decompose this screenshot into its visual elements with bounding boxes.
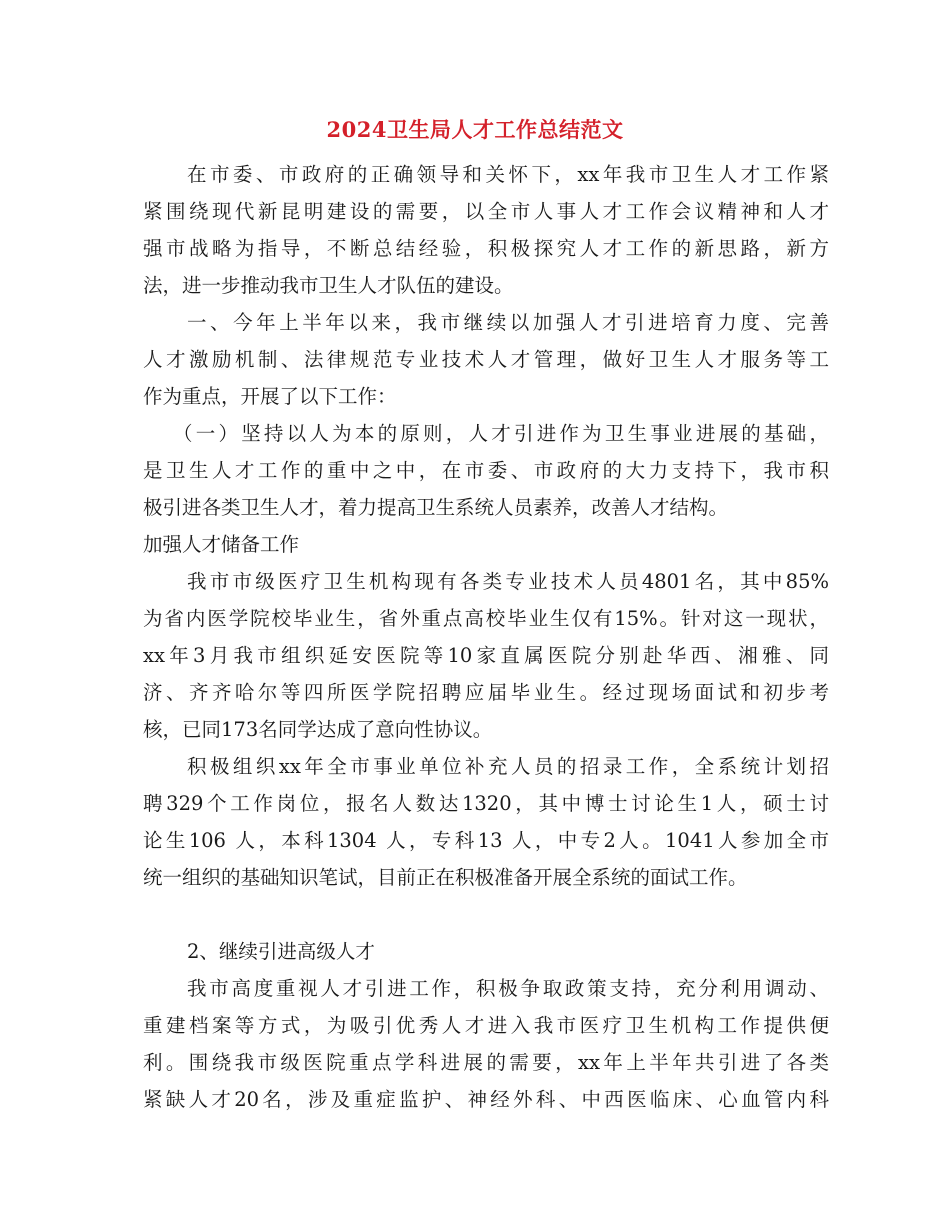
document-title: 2024卫生局人才工作总结范文 (326, 117, 624, 142)
paragraph-line: 重建档案等方式，为吸引优秀人才进入我市医疗卫生机构工作提供便 (143, 1014, 829, 1037)
paragraph-line: 核，已同173名同学达成了意向性协议。 (143, 718, 493, 741)
section-heading: 2、继续引进高级人才 (187, 940, 375, 963)
paragraph-line: 一、今年上半年以来，我市继续以加强人才引进培育力度、完善 (187, 311, 829, 334)
document-body (143, 156, 829, 1118)
paragraph-line: 紧缺人才20名，涉及重症监护、神经外科、中西医临床、心血管内科 (143, 1088, 829, 1111)
paragraph-line: 利。围绕我市级医院重点学科进展的需要，xx年上半年共引进了各类 (143, 1051, 829, 1074)
paragraph-line: 济、齐齐哈尔等四所医学院招聘应届毕业生。经过现场面试和初步考 (143, 681, 829, 704)
paragraph-line: 是卫生人才工作的重中之中，在市委、市政府的大力支持下，我市积 (143, 459, 829, 482)
paragraph-line: xx年3月我市组织延安医院等10家直属医院分别赴华西、湘雅、同 (143, 644, 829, 667)
section-heading: 加强人才储备工作 (143, 533, 300, 556)
paragraph-line: 作为重点，开展了以下工作： (143, 385, 397, 408)
paragraph-line: 我市市级医疗卫生机构现有各类专业技术人员4801名，其中85% (187, 570, 829, 593)
paragraph-line: （一）坚持以人为本的原则，人才引进作为卫生事业进展的基础， (173, 422, 829, 445)
paragraph-line: 极引进各类卫生人才，着力提高卫生系统人员素养，改善人才结构。 (143, 496, 729, 519)
paragraph-line: 在市委、市政府的正确领导和关怀下，xx年我市卫生人才工作紧 (187, 163, 829, 186)
paragraph-line: 聘329个工作岗位，报名人数达1320，其中博士讨论生1人，硕士讨 (143, 792, 829, 815)
paragraph-line: 紧围绕现代新昆明建设的需要，以全市人事人才工作会议精神和人才 (143, 200, 829, 223)
paragraph-line: 强市战略为指导，不断总结经验，积极探究人才工作的新思路，新方 (143, 237, 829, 260)
paragraph-line: 我市高度重视人才引进工作，积极争取政策支持，充分利用调动、 (187, 977, 829, 1000)
paragraph-line: 积极组织xx年全市事业单位补充人员的招录工作，全系统计划招 (187, 755, 829, 778)
paragraph-line: 人才激励机制、法律规范专业技术人才管理，做好卫生人才服务等工 (143, 348, 829, 371)
blank-line (143, 896, 829, 933)
paragraph-line: 法，进一步推动我市卫生人才队伍的建设。 (143, 274, 514, 297)
paragraph-line: 论生106 人，本科1304 人，专科13 人，中专2人。1041人参加全市 (143, 829, 829, 852)
paragraph-line: 统一组织的基础知识笔试，目前正在积极准备开展全系统的面试工作。 (143, 866, 748, 889)
paragraph-line: 为省内医学院校毕业生，省外重点高校毕业生仅有15%。针对这一现状， (143, 607, 829, 630)
